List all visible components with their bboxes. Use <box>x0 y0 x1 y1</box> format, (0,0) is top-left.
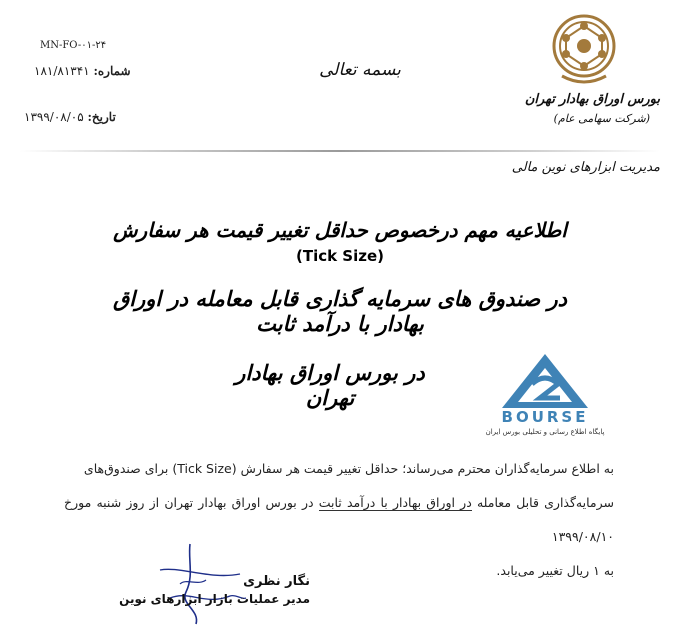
body-line-2-end: در بورس اوراق بهادار تهران از روز شنبه مورخ ۱۳۹۹/۰۸/۱۰ <box>64 495 614 544</box>
body-line-2 <box>64 486 614 554</box>
tse-logo <box>548 12 620 88</box>
body-line-1: به اطلاع سرمایه‌گذاران محترم می‌رساند؛ حداقل تغییر قیمت هر سفارش (Tick Size) برای صندوق‌های <box>83 461 614 476</box>
letter-number <box>34 64 174 78</box>
announcement-body <box>64 452 614 588</box>
body-line-3: به ۱ ریال تغییر می‌یابد. <box>496 563 614 578</box>
bourse-wordmark: BOURSE <box>501 408 589 426</box>
bourse-watermark <box>470 350 620 445</box>
signatory-role: مدیر عملیات بازار ابزارهای نوین <box>119 592 310 606</box>
title-line-3: در بورس اوراق بهادار تهران <box>235 360 425 410</box>
title-line-2: در صندوق های سرمایه گذاری قابل معامله در اوراق بهادار با درآمد ثابت <box>112 286 568 336</box>
body-line-2-start: سرمایه‌گذاری قابل معامله <box>471 495 614 510</box>
letter-number-value: ۱۸۱/۸۱۳۴۱ <box>34 64 90 78</box>
title-line-1-text: اطلاعیه مهم درخصوص حداقل تغییر قیمت هر سفارش <box>113 218 567 242</box>
org-name: بورس اوراق بهادار تهران <box>524 92 660 107</box>
signatory-name: نگار نظری <box>243 574 310 589</box>
body-underlined-phrase: در اوراق بهادار با درآمد ثابت <box>318 495 472 510</box>
letter-date-value: ۱۳۹۹/۰۸/۰۵ <box>24 110 84 124</box>
title-tick-size-tag: (Tick Size) <box>295 247 385 265</box>
bourse-caption: پایگاه اطلاع رسانی و تحلیلی بورس ایران <box>485 428 605 436</box>
basmala: بسمه تعالی <box>319 60 401 80</box>
title-line-1 <box>90 218 590 266</box>
header-divider <box>20 150 660 152</box>
bourse-logo-icon <box>470 350 620 412</box>
tse-emblem-icon <box>548 12 620 88</box>
org-type: (شرکت سهامی عام) <box>553 112 650 125</box>
department-name: مدیریت ابزارهای نوین مالی <box>511 160 660 175</box>
letter-number-label: شماره: <box>93 64 131 78</box>
document-code: MN-FO-۰۱-۲۴ <box>40 40 107 51</box>
letter-date <box>24 110 174 124</box>
letter-date-label: تاریخ: <box>87 110 116 124</box>
